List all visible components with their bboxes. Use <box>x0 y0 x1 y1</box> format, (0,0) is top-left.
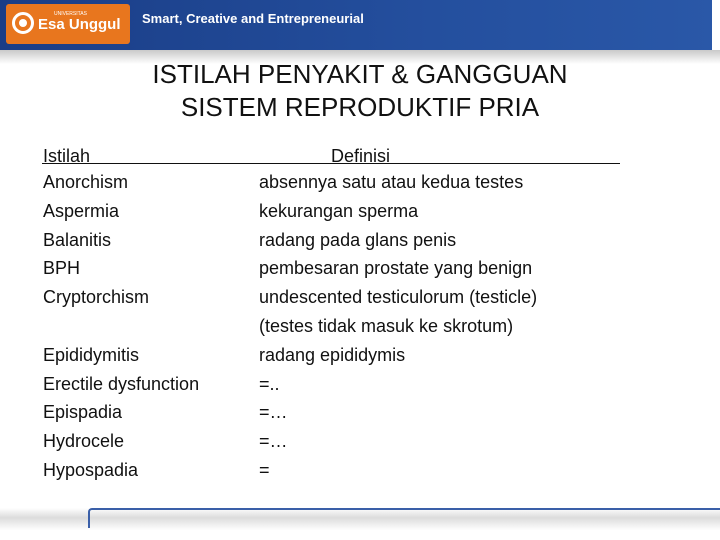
definition-cell: absennya satu atau kedua testes <box>259 172 524 192</box>
definition-cell: pembesaran prostate yang benign <box>259 258 533 279</box>
term-cell: Epididymitis <box>43 344 140 365</box>
header-edge <box>712 0 720 50</box>
header-underline <box>42 163 620 164</box>
definition-cell: =.. <box>259 373 280 394</box>
slide-title <box>80 58 640 124</box>
term-cell: Cryptorchism <box>43 287 150 308</box>
term-cell: BPH <box>43 258 81 279</box>
term-cell: Balanitis <box>43 229 112 250</box>
title-line-2: SISTEM REPRODUKTIF PRIA <box>180 92 540 122</box>
column-header-term: Istilah <box>43 146 91 166</box>
term-cell: Epispadia <box>43 402 123 423</box>
term-cell: Hypospadia <box>43 460 139 480</box>
university-logo <box>6 4 130 44</box>
title-line-1: ISTILAH PENYAKIT & GANGGUAN <box>152 59 568 89</box>
term-cell: Hydrocele <box>43 431 125 452</box>
definition-cell: = <box>259 460 270 480</box>
definition-cell: radang pada glans penis <box>259 229 457 250</box>
term-cell: Anorchism <box>43 172 129 192</box>
column-header-definition: Definisi <box>331 146 391 166</box>
logo-name: Esa Unggul <box>38 16 121 33</box>
header-tagline: Smart, Creative and Entrepreneurial <box>142 11 364 26</box>
footer-accent-line <box>88 508 720 528</box>
logo-small-text: UNIVERSITAS <box>54 11 87 17</box>
term-cell: Erectile dysfunction <box>43 373 200 394</box>
definition-cell: radang epididymis <box>259 344 406 365</box>
definition-cell: =… <box>259 431 288 452</box>
definition-cell: =… <box>259 402 288 423</box>
definition-cell: (testes tidak masuk ke skrotum) <box>259 316 514 336</box>
definition-cell: kekurangan sperma <box>259 200 419 221</box>
definition-cell: undescented testiculorum (testicle) <box>259 287 538 308</box>
logo-emblem-icon <box>12 12 34 34</box>
header-bar <box>0 0 720 50</box>
term-cell: Aspermia <box>43 200 120 221</box>
